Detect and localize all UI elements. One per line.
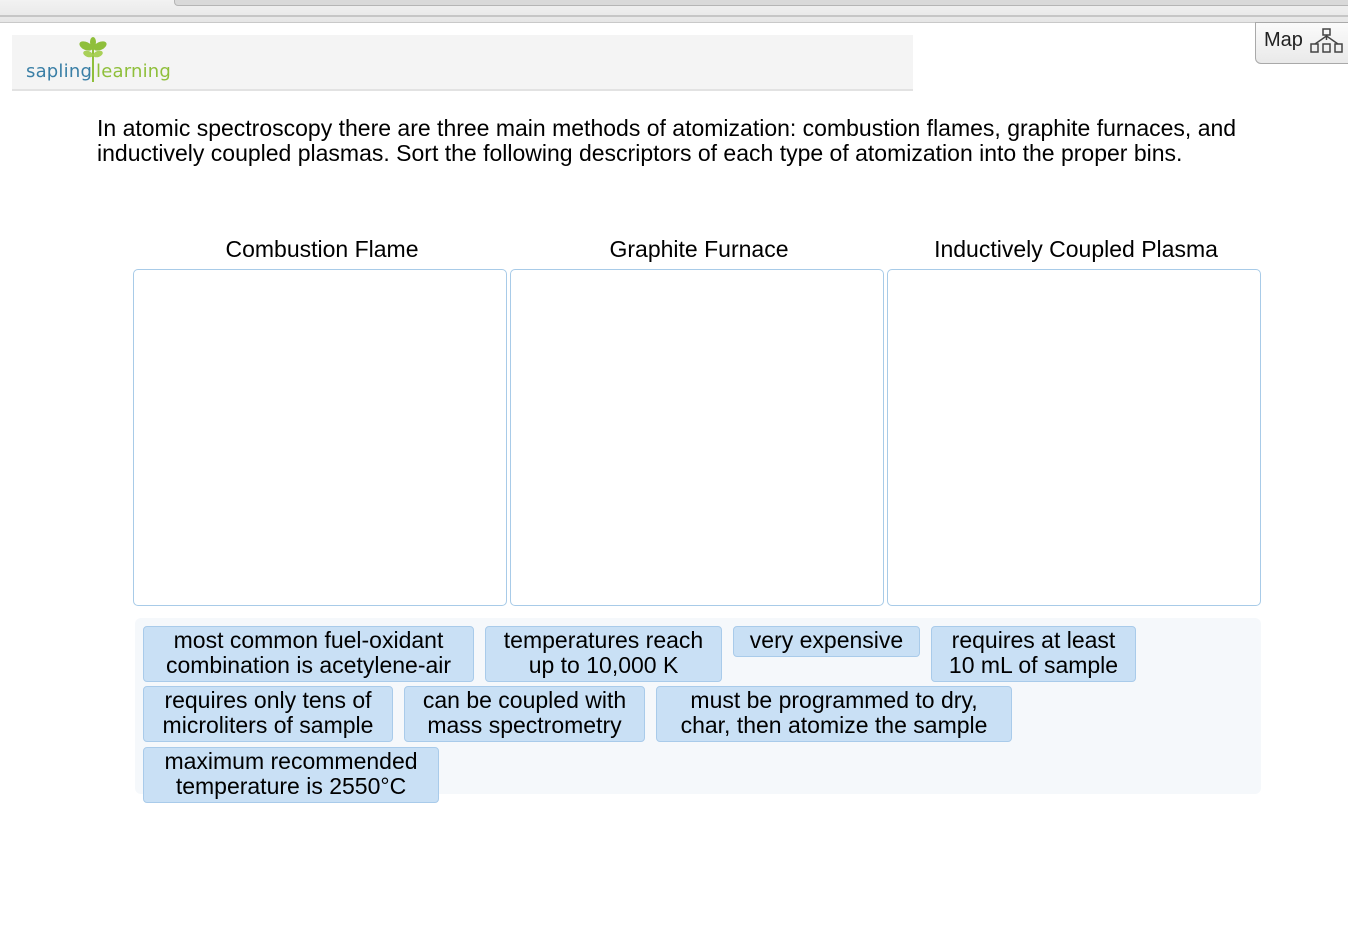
chip-line: maximum recommended xyxy=(164,748,418,774)
descriptor-chip[interactable] xyxy=(656,686,1012,742)
bin-title-graphite-furnace: Graphite Furnace xyxy=(609,236,789,262)
descriptor-chip[interactable] xyxy=(931,626,1136,682)
chip-line: very expensive xyxy=(749,627,904,653)
map-button[interactable] xyxy=(1255,22,1348,64)
chip-line: combination is acetylene-air xyxy=(165,652,452,678)
chip-line: requires only tens of xyxy=(164,687,372,713)
chip-line: must be programmed to dry, xyxy=(690,687,978,713)
descriptor-chip[interactable] xyxy=(143,747,439,803)
map-button-label: Map xyxy=(1264,29,1303,51)
chip-line: temperatures reach xyxy=(503,627,704,653)
chip-line: char, then atomize the sample xyxy=(680,712,988,738)
chip-line: requires at least xyxy=(951,627,1116,653)
chip-line: microliters of sample xyxy=(162,712,374,738)
logo-text-sapling: sapling xyxy=(26,61,93,82)
logo-text-learning: learning xyxy=(96,61,172,82)
chip-line: mass spectrometry xyxy=(427,712,622,738)
bin-graphite-furnace[interactable] xyxy=(510,269,884,606)
bin-title-inductively-coupled-plasma: Inductively Coupled Plasma xyxy=(934,236,1218,262)
sapling-learning-logo xyxy=(26,36,176,86)
question-text: In atomic spectroscopy there are three main methods of atomization: combustion flames, graphite furnaces, and inductively coupled plasmas. Sort the following descriptors of each type of atomization into the proper bins. xyxy=(97,115,1237,166)
bin-combustion-flame[interactable] xyxy=(133,269,507,606)
descriptor-chip[interactable] xyxy=(733,626,920,657)
top-tab-strip xyxy=(174,0,1348,6)
chip-line: 10 mL of sample xyxy=(948,652,1119,678)
descriptor-chip[interactable] xyxy=(143,626,474,682)
chip-line: can be coupled with xyxy=(422,687,627,713)
bin-inductively-coupled-plasma[interactable] xyxy=(887,269,1261,606)
chip-line: up to 10,000 K xyxy=(528,652,679,678)
bin-title-combustion-flame: Combustion Flame xyxy=(225,236,419,262)
hierarchy-icon xyxy=(1310,28,1348,56)
descriptor-chip[interactable] xyxy=(485,626,722,682)
descriptor-chip[interactable] xyxy=(404,686,645,742)
chip-line: most common fuel-oxidant xyxy=(173,627,444,653)
chip-line: temperature is 2550°C xyxy=(175,773,407,799)
descriptor-chip[interactable] xyxy=(143,686,393,742)
browser-top-bar xyxy=(0,0,1348,23)
top-divider xyxy=(0,15,1348,17)
